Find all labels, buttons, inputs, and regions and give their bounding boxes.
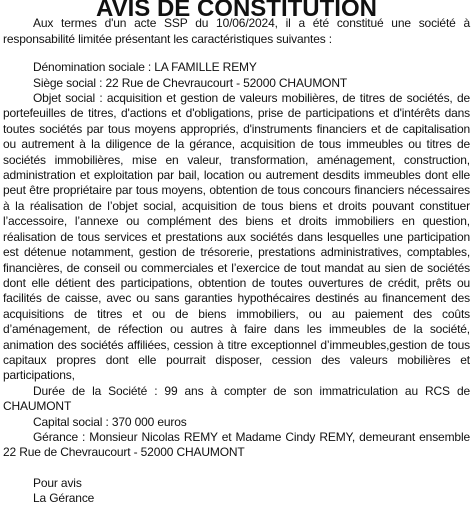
- denomination-line: Dénomination sociale : LA FAMILLE REMY: [33, 60, 257, 75]
- capital-line: Capital social : 370 000 euros: [33, 414, 187, 429]
- intro-paragraph: Aux termes d'un acte SSP du 10/06/2024, il a été constitué une société à responsabilité limitée présentant les caractéristiques suivantes :: [3, 16, 470, 46]
- closing-line: Pour avis: [33, 475, 82, 490]
- objet-paragraph: Objet social : acquisition et gestion de valeurs mobilières, de titres de sociétés, de portefeuilles de titres, d'actions et d'obligations, prise de participations et d'intérêts dans toutes sociétés par tous moyens appropriés, d'instruments financiers et de capitalisation ou autrement à la diligence de la gérance, acquisition de tous immeubles ou titres de sociétés immobilières, mise en valeur, transformation, aménagement, construction, administration et exploitation par bail, location ou autrement desdits immeubles dont elle peut être propriétaire par tous moyens, obtention de tous concours financiers nécessaires à la réalisation de l’objet social, acquisition de tous biens et droits pouvant constituer l’accessoire, l’annexe ou complément des biens et droits immobiliers en question, réalisation de tous services et prestations aux sociétés dans lesquelles une participation est détenue notamment, gestion de trésorerie, prestations administratives, comptables, financières, de conseil ou commerciales et l’exercice de tout mandat au sien de sociétés dont elle détient des participations, obtention de toutes ouvertures de crédit, prêts ou facilités de caisse, avec ou sans garanties hypothécaires destinés au financement des acquisitions de titres et ou de biens immobiliers, ou au paiement des coûts d’aménagement, de réfection ou autres à faire dans les immeubles de la société, animation des sociétés affiliées, cession à titre exceptionnel d’immeubles,gestion de tous capitaux propres dont elle pourrait disposer, cession des valeurs mobilières et participations,: [3, 91, 470, 383]
- gerance-paragraph: Gérance : Monsieur Nicolas REMY et Madame Cindy REMY, demeurant ensemble 22 Rue de Chevraucourt - 52000 CHAUMONT: [3, 429, 470, 460]
- signature-line: La Gérance: [33, 491, 95, 506]
- duree-paragraph: Durée de la Société : 99 ans à compter de son immatriculation au RCS de CHAUMONT: [3, 383, 470, 414]
- siege-line: Siège social : 22 Rue de Chevraucourt - 52000 CHAUMONT: [33, 75, 348, 90]
- notice-title: AVIS DE CONSTITUTION: [96, 0, 377, 22]
